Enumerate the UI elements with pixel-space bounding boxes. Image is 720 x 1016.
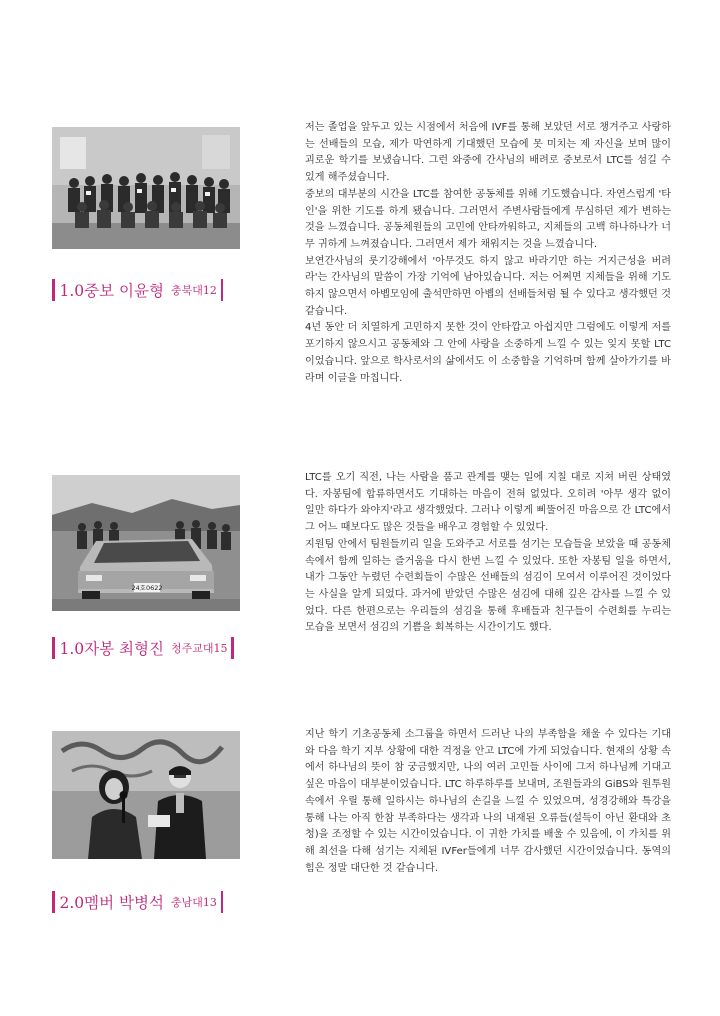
caption-bar-right [231,637,234,659]
paragraph: 저는 졸업을 앞두고 있는 시점에서 처음에 IVF를 통해 보았던 서로 챙겨주고 사랑하는 선배들의 모습, 제가 막연하게 기대했던 모습에 못 미치는 제 자신을 보며 많이 괴로운 학기를 보냈습니다. 그런 와중에 간사님의 배려로 중보로서 LTC를 섬길 수 있게 해주셨습니다. [305,122,671,184]
paragraph: 4년 동안 더 치열하게 고민하지 못한 것이 안타깝고 아쉽지만 그럼에도 이렇게 저를 포기하지 않으시고 공동체와 그 안에 사랑을 소중하게 느낄 수 있는 잊지 못할 LTC 이었습니다. 앞으로 학사로서의 삶에서도 이 소중함을 기억하며 함께 살아가기를 바라며 이글을 마칩니다. [305,322,671,384]
author-caption [52,889,223,915]
paragraph: 중보의 대부분의 시간을 LTC를 참여한 공동체를 위해 기도했습니다. 자연스럽게 '타인'을 위한 기도를 하게 됐습니다. 그러면서 주변사람들에게 무심하던 제가 변하는 것을 느꼈습니다. 공동체원들의 고민에 안타까워하고, 지체들의 고백 하나하나가 너무 귀하게 느껴졌습니다. 그러면서 제가 채워지는 것을 느꼈습니다. [305,188,671,250]
group-photo-car-icon [52,475,240,611]
caption-bar-left [52,279,55,301]
license-plate-text: 24호0622 [131,584,163,592]
testimony-text [305,120,671,387]
author-name: 1.0중보 이윤형 [59,282,164,300]
author-school: 충남대13 [170,896,217,909]
testimony-text [305,470,671,637]
author-name: 1.0자봉 최형진 [59,640,164,658]
author-school: 충북대12 [170,284,217,297]
testimony-text [305,727,671,877]
two-people-microphone-icon [52,731,240,859]
caption-bar-left [52,637,55,659]
group-photo-indoor-icon [52,127,240,249]
paragraph: 지난 학기 기초공동체 소그룹을 하면서 드러난 나의 부족함을 채울 수 있다는 기대와 다음 학기 지부 상황에 대한 걱정을 안고 LTC에 가게 되었습니다. 현재의 상황 속에서 하나님의 뜻이 참 궁금했지만, 나의 여러 고민들 사이에 그저 하나님께 기대고 싶은 마음이 대부분이었습니다. LTC 하루하루를 보내며, 조원들과의 GiBS와 원투원 속에서 우릴 통해 일하시는 하나님의 손길을 느낄 수 있었으며, 성경강해와 특강을 통해 나는 아직 한참 부족하다는 생각과 나의 내재된 오류들(설득이 아닌 환대와 초청)을 조정할 수 있는 시간이었습니다. 이 귀한 가치를 배울 수 있음에, 이 가치를 위해 최선을 다해 섬기는 지체된 IVFer들에게 너무 감사했던 시간이었습니다. 동역의 힘은 정말 대단한 것 같습니다. [305,729,671,874]
caption-bar-left [52,891,55,913]
caption-bar-right [221,279,224,301]
caption-bar-right [221,891,224,913]
paragraph: 보연간사님의 룻기강해에서 '아무것도 하지 않고 바라기만 하는 거지근성을 버려라'는 간사님의 말씀이 가장 기억에 남아있습니다. 저는 어쩌면 지체들을 위해 기도하지 않으면서 아볩모임에 출석만하면 아볩의 선배들처럼 될 수 있다고 생각했던 것 같습니다. [305,255,671,317]
author-school: 청주교대15 [170,642,228,655]
author-name: 2.0멤버 박병석 [59,894,164,912]
paragraph: LTC를 오기 직전, 나는 사람을 품고 관계를 맺는 일에 지칠 대로 지쳐 버린 상태였다. 자봉팀에 합류하면서도 기대하는 마음이 전혀 없었다. 오히려 '아무 생각 없이 일만 하다가 와야지'라고 생각했었다. 그러나 이렇게 삐뚤어진 마음으로 간 LTC에서 그 어느 때보다도 많은 것들을 배우고 경험할 수 있었다. [305,472,671,534]
paragraph: 지원팀 안에서 팀원들끼리 일을 도와주고 서로를 섬기는 모습들을 보았을 때 공동체 속에서 함께 일하는 즐거움을 다시 한번 느낄 수 있었다. 또한 자봉팀 일을 하면서, 내가 그동안 누렸던 수련회들이 수많은 선배들의 섬김이 모여서 이루어진 것이었다는 사실을 알게 되었다. 과거에 받았던 수많은 섬김에 대해 깊은 감사를 느낄 수 있었다. 다른 한편으로는 우리들의 섬김을 통해 후배들과 친구들이 수련회를 누리는 모습을 보면서 섬김의 기쁨을 회복하는 시간이기도 했다. [305,538,671,634]
author-caption [52,635,234,661]
author-caption [52,277,223,303]
